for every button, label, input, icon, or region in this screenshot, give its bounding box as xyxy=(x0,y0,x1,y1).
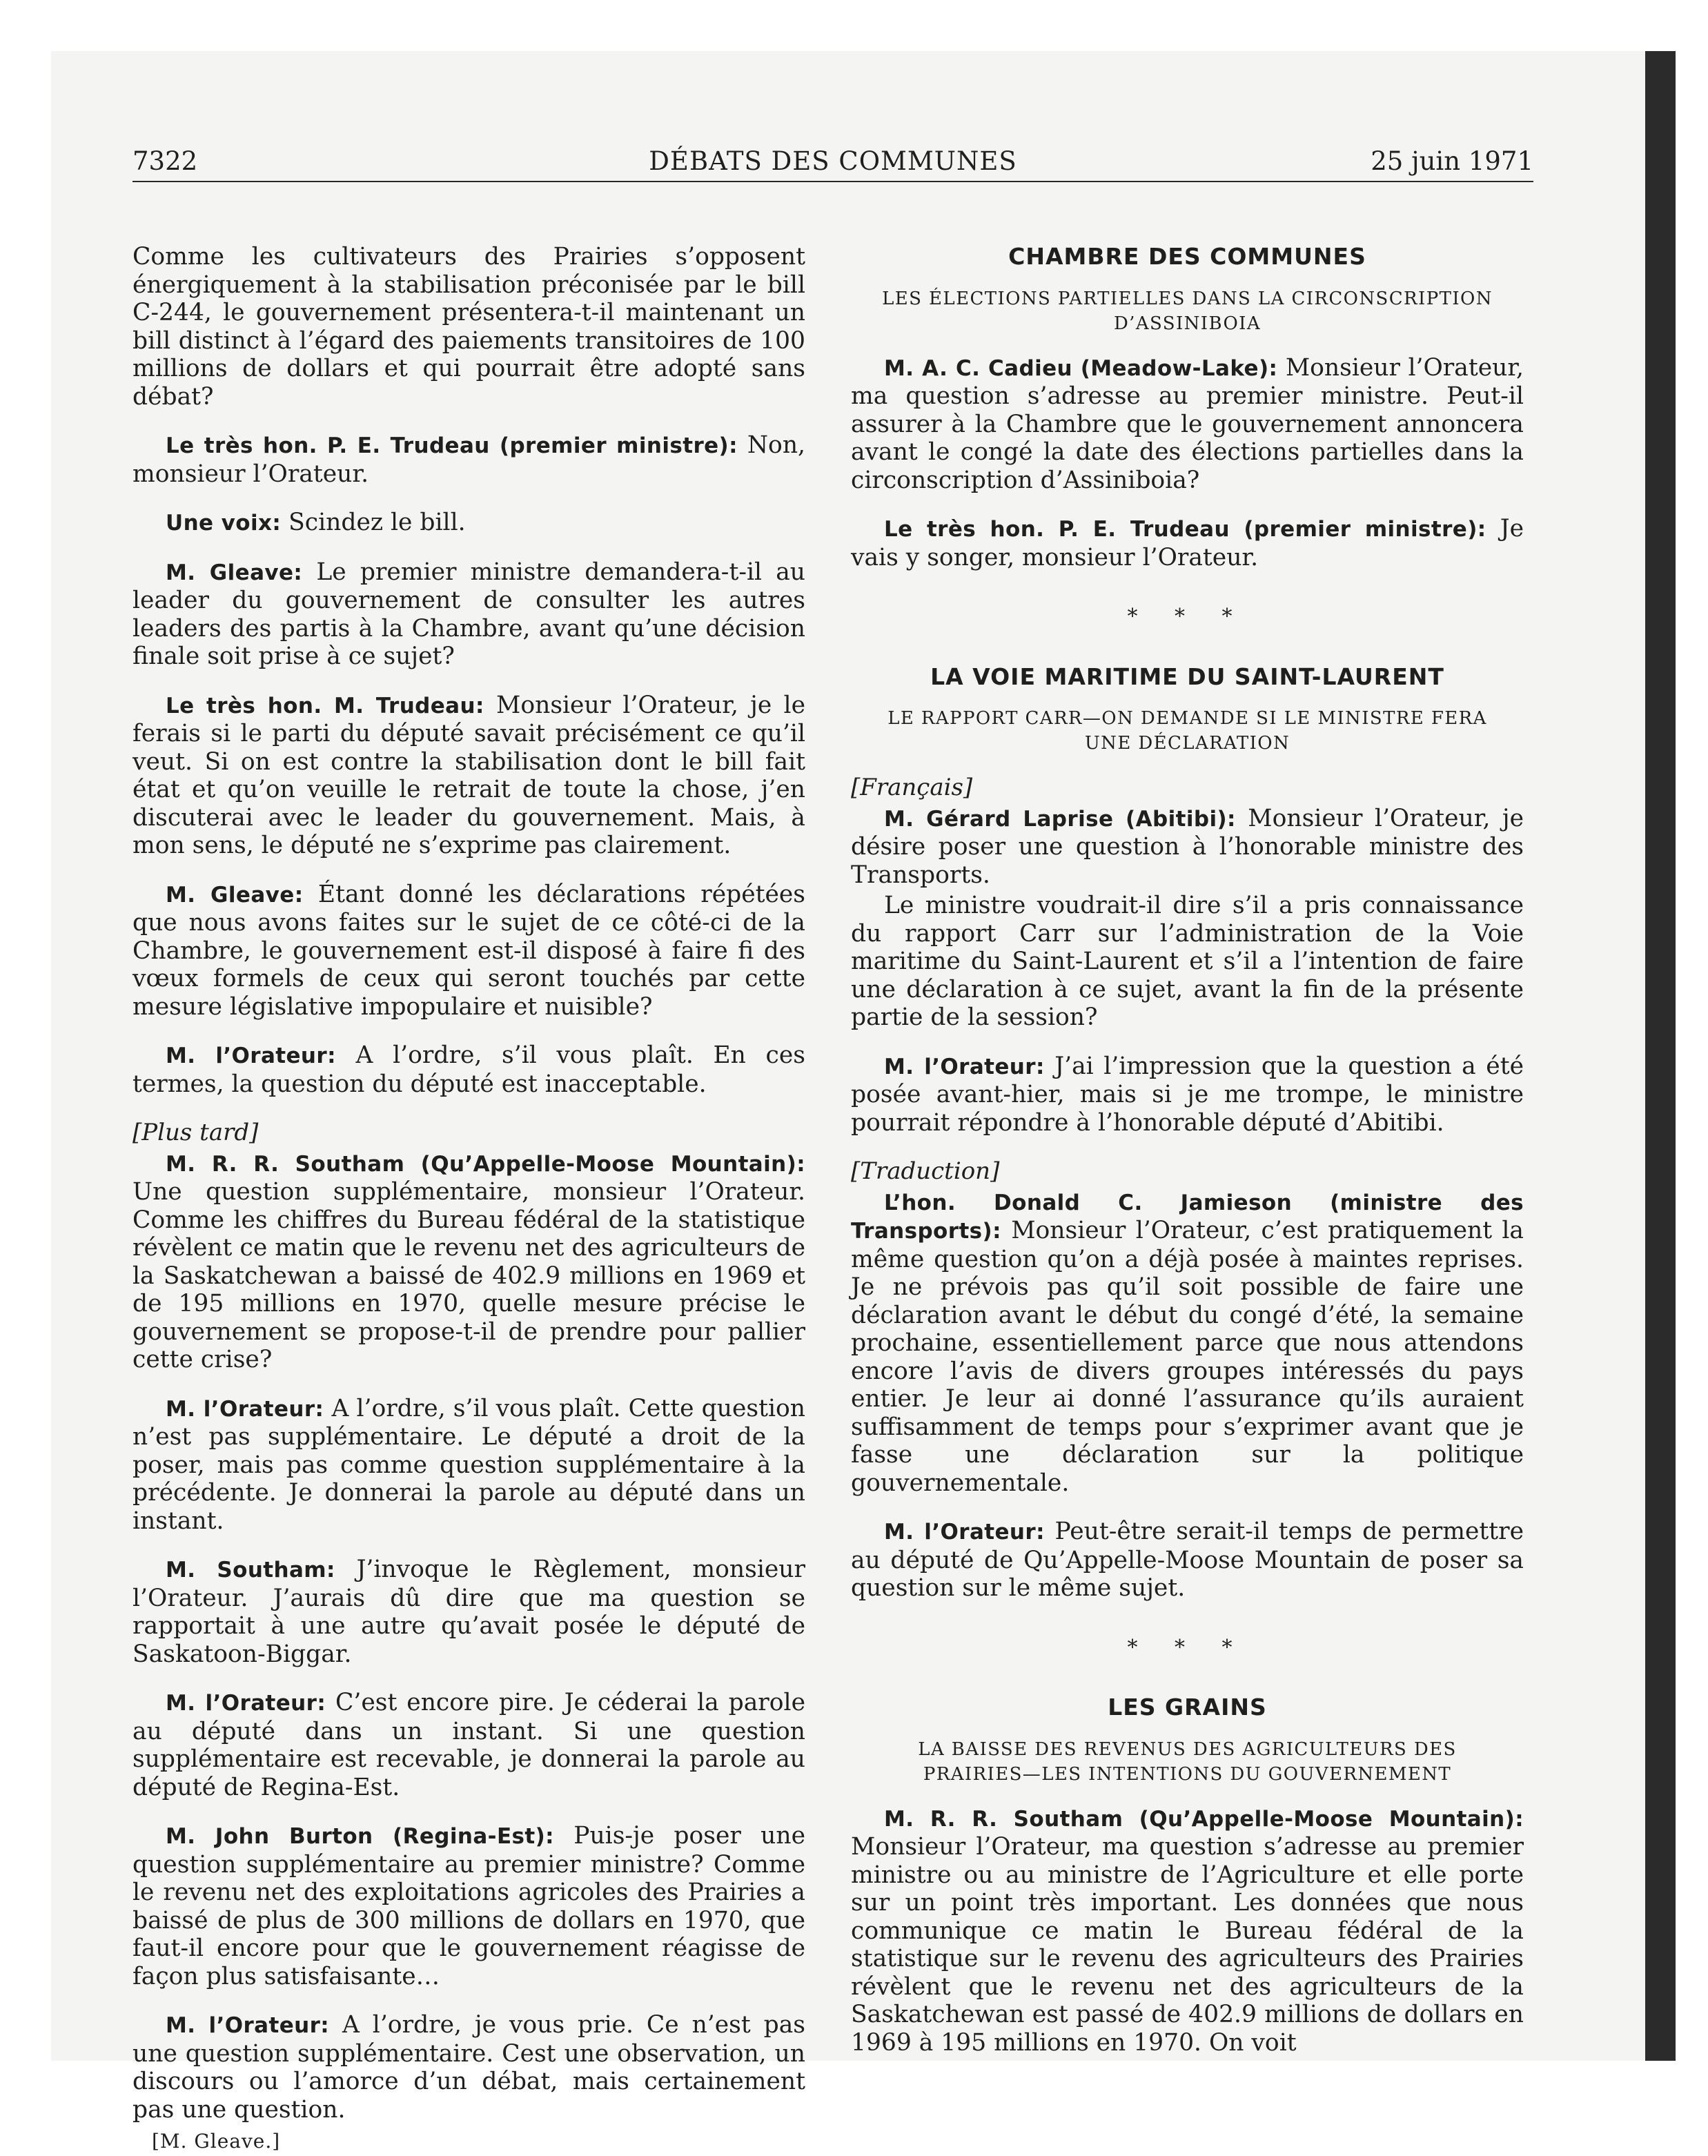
speech: A l’ordre, s’il vous plaît. En ces termes, la question du député est inacceptable. xyxy=(132,1041,805,1098)
speech: Monsieur l’Orateur, je le ferais si le parti du député savait précisément ce qu’il veut. Si on est contre la stabilisation dont le bill fait état et qu’on veuille le retrait de toute la chose, j’en discuterai avec le leader du gouvernement. Mais, à mon sens, le député ne s’exprime pas clairement. xyxy=(132,691,805,859)
speech: Je vais y songer, monsieur l’Orateur. xyxy=(851,515,1524,571)
running-footer: [M. Gleave.] xyxy=(152,2130,281,2153)
subsection-heading: LA BAISSE DES REVENUS DES AGRICULTEURS DES PRAIRIES—LES INTENTIONS DU GOUVERNEMENT xyxy=(918,1738,1457,1785)
paragraph xyxy=(132,431,805,488)
paragraph xyxy=(851,1518,1524,1603)
speech: J’ai l’impression que la question a été posée avant-hier, mais si je me trompe, le ministre pourrait répondre à l’honorable député d’Abitibi. xyxy=(851,1052,1524,1137)
section-heading: LES GRAINS xyxy=(1108,1694,1267,1721)
paragraph xyxy=(132,1822,805,1990)
paragraph: Comme les cultivateurs des Prairies s’opposent énergiquement à la stabilisation préconisée par le bill C-244, le gouvernement présentera-t-il maintenant un bill distinct à l’égard des paiements transitoires de 100 millions de dollars et qui pourrait être adopté sans débat? xyxy=(132,243,805,411)
speaker: Le très hon. M. Trudeau: xyxy=(166,693,484,718)
speech: Peut-être serait-il temps de permettre au député de Qu’Appelle-Moose Mountain de poser sa question sur le même sujet. xyxy=(851,1518,1524,1602)
paragraph xyxy=(851,515,1524,571)
language-tag: [Plus tard] xyxy=(132,1119,259,1146)
paragraph xyxy=(132,558,805,671)
speech: Puis-je poser une question supplémentaire au premier ministre? Comme le revenu net des exploitations agricoles des Prairies a baissé de plus de 300 millions de dollars en 1970, que faut-il encore pour que le gouvernement réagisse de façon plus satisfaisante… xyxy=(132,1822,806,1990)
speaker: M. Gleave: xyxy=(166,882,304,908)
speaker: Le très hon. P. E. Trudeau (premier ministre): xyxy=(884,517,1486,542)
speech: J’invoque le Règlement, monsieur l’Orateur. J’aurais dû dire que ma question se rapportait à une autre qu’avait posée le député de Saskatoon-Biggar. xyxy=(132,1556,805,1668)
paragraph xyxy=(132,1150,805,1374)
paragraph xyxy=(132,1556,805,1668)
speaker: M. R. R. Southam (Qu’Appelle-Moose Mountain): xyxy=(166,1151,805,1177)
page-number: 7322 xyxy=(132,146,198,176)
speaker: M. John Burton (Regina-Est): xyxy=(166,1824,554,1849)
paragraph xyxy=(132,1041,805,1098)
speech: C’est encore pire. Je céderai la parole au député dans un instant. Si une question supplémentaire est recevable, je donnerai la parole au député de Regina-Est. xyxy=(132,1689,805,1801)
section-heading: LA VOIE MARITIME DU SAINT-LAURENT xyxy=(930,663,1444,690)
speaker: Le très hon. P. E. Trudeau (premier ministre): xyxy=(166,433,738,458)
paragraph xyxy=(132,509,805,538)
speaker: M. Southam: xyxy=(166,1558,335,1582)
speaker: M. l’Orateur: xyxy=(884,1520,1045,1545)
speaker: M. Gérard Laprise (Abitibi): xyxy=(884,806,1236,832)
speech: Monsieur l’Orateur, ma question s’adresse au premier ministre ou au ministre de l’Agriculture et elle porte sur un point très important. Les données que nous communique ce matin le Bureau fédéral de la statistique sur le revenu des agriculteurs des Prairies révèlent que le revenu net des agriculteurs de la Saskatchewan est passé de 402.9 millions de dollars en 1969 à 195 millions en 1970. On voit xyxy=(851,1833,1524,2057)
page-date: 25 juin 1971 xyxy=(1371,146,1533,176)
page-header xyxy=(132,146,1533,185)
section-separator: * * * xyxy=(1127,605,1248,629)
publication-title: DÉBATS DES COMMUNES xyxy=(649,146,1017,176)
speaker: M. A. C. Cadieu (Meadow-Lake): xyxy=(884,355,1278,381)
speaker: M. l’Orateur: xyxy=(166,1043,336,1068)
speech: A l’ordre, je vous prie. Ce n’est pas une question supplémentaire. Cest une observation, un discours ou l’amorce d’un débat, mais certainement pas une question. xyxy=(132,2011,805,2124)
language-tag: [Français] xyxy=(851,774,973,801)
speaker: M. Gleave: xyxy=(166,560,303,585)
speech: Monsieur l’Orateur, ma question s’adresse au premier ministre. Peut-il assurer à la Chambre que le gouvernement annoncera avant le congé la date des élections partielles dans la circonscription d’Assiniboia? xyxy=(851,353,1524,494)
speech: Une question supplémentaire, monsieur l’Orateur. Comme les chiffres du Bureau fédéral de la statistique révèlent ce matin que le revenu net des agriculteurs de la Saskatchewan a baissé de 402.9 millions en 1969 et de 195 millions en 1970, quelle mesure précise le gouvernement se propose-t-il de prendre pour pallier cette crise? xyxy=(132,1178,805,1373)
section-heading: CHAMBRE DES COMMUNES xyxy=(1008,243,1366,270)
speech: Le premier ministre demandera-t-il au leader du gouvernement de consulter les autres leaders des partis à la Chambre, avant qu’une décision finale soit prise à ce sujet? xyxy=(132,558,805,670)
paragraph: Le ministre voudrait-il dire s’il a pris connaissance du rapport Carr sur l’administration de la Voie maritime du Saint-Laurent et s’il a l’intention de faire une déclaration à ce sujet, avant la fin de la présente partie de la session? xyxy=(851,892,1524,1031)
paragraph xyxy=(851,805,1524,890)
subsection-heading: LE RAPPORT CARR—ON DEMANDE SI LE MINISTRE FERA UNE DÉCLARATION xyxy=(887,708,1487,754)
language-tag: [Traduction] xyxy=(851,1157,1000,1185)
paragraph xyxy=(851,1805,1524,2057)
paragraph xyxy=(132,1395,805,1536)
paragraph xyxy=(132,2011,805,2124)
speaker: M. l’Orateur: xyxy=(166,1691,326,1716)
speech: Étant donné les déclarations répétées que nous avons faites sur le sujet de ce côté-ci de la Chambre, le gouvernement est-il disposé à faire fi des vœux formels de ceux qui seront touchés par cette mesure législative impopulaire et nuisible? xyxy=(132,880,806,1021)
paragraph xyxy=(132,881,805,1021)
speaker: M. l’Orateur: xyxy=(166,2013,330,2038)
speech: Non, monsieur l’Orateur. xyxy=(132,431,805,488)
subsection-heading: LES ÉLECTIONS PARTIELLES DANS LA CIRCONSCRIPTION D’ASSINIBOIA xyxy=(882,288,1493,334)
speech: Scindez le bill. xyxy=(281,509,466,536)
speaker: M. R. R. Southam (Qu’Appelle-Moose Mountain): xyxy=(884,1806,1524,1832)
paragraph xyxy=(851,354,1524,495)
speaker: M. l’Orateur: xyxy=(884,1054,1045,1079)
speech: A l’ordre, s’il vous plaît. Cette question n’est pas supplémentaire. Le député a droit de la poser, mais pas comme question supplémentaire à la précédente. Je donnerai la parole au député dans un instant. xyxy=(132,1394,805,1535)
right-column xyxy=(851,243,1524,2077)
speaker: M. l’Orateur: xyxy=(166,1396,324,1422)
scan-edge-bar xyxy=(1645,51,1676,2061)
speech: Monsieur l’Orateur, je désire poser une question à l’honorable ministre des Transports. xyxy=(851,804,1524,889)
speaker: L’hon. Donald C. Jamieson (ministre des Transports): xyxy=(851,1190,1524,1244)
speaker: Une voix: xyxy=(166,511,282,536)
header-rule xyxy=(132,181,1533,182)
paragraph xyxy=(132,692,805,860)
section-separator: * * * xyxy=(1127,1635,1248,1660)
paragraph xyxy=(851,1188,1524,1498)
paragraph xyxy=(851,1052,1524,1137)
left-column xyxy=(132,243,805,2156)
paragraph xyxy=(132,1689,805,1801)
speech: Monsieur l’Orateur, c’est pratiquement la même question qu’on a déjà posée à maintes reprises. Je ne prévois pas qu’il soit possible de faire une déclaration avant le début du congé d’été, la semaine prochaine, essentiellement parce que nous attendons encore l’avis de divers groupes intéressés du pays entier. Je leur ai donné l’assurance qu’ils auraient suffisamment de temps pour s’exprimer avant que je fasse une déclaration sur la politique gouvernementale. xyxy=(851,1217,1524,1497)
